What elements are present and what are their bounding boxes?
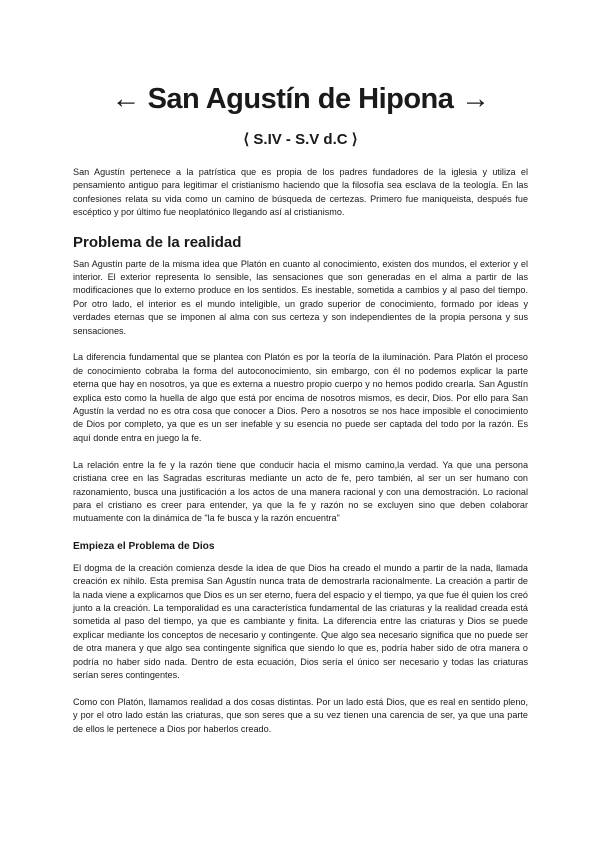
document-subtitle: ⟨ S.IV - S.V d.C ⟩ bbox=[243, 131, 358, 148]
paragraph: La relación entre la fe y la razón tiene que conducir hacia el mismo camino,la verdad. Ya que una persona cristiana cree en las Sagradas escrituras mediante un acto de fe, pero también, al ser un ser humano con razonamiento, busca una justificación a los actos de una manera racional y con una demostración. Lo racional para el cristiano es creer para entender, ya que la fe y razón no se excluyen sino que deben colaborar mutuamente con la dinámica de "la fe busca y la razón encuentra" bbox=[73, 459, 528, 524]
paragraph: Como con Platón, llamamos realidad a dos cosas distintas. Por un lado está Dios, que es real en sentido pleno, y por el otro lado están las criaturas, que son seres que a su vez tienen una carencia de ser, ya que una parte de ellos le pertenece a Dios por haberlos creado. bbox=[73, 696, 528, 734]
paragraph: El dogma de la creación comienza desde la idea de que Dios ha creado el mundo a partir de la nada, llamada creación ex nihilo. Esta premisa San Agustín nunca trata de demostrarla racionalmente. La creación a partir de la nada viene a explicarnos que Dios es un ser eterno, fuera del espacio y el tiempo, ya que fue él quien los creó junto a la creación. La temporalidad es una característica fundamental de las criaturas y la realidad creada está sometida al paso del tiempo, ya que es cambiante y finita. La diferencia entre las criaturas y Dios se puede explicar mediante los conceptos de necesario y contingente. Que algo sea necesario significa que no puede ser de otra manera y que algo sea contingente significa que siendo lo que es, podría haber sido de otra manera o podría no haber sido nada. Dentro de esta ecuación, Dios sería el único ser necesario y todas las criaturas serían seres contingentes. bbox=[73, 562, 528, 680]
section-heading-dios: Empieza el Problema de Dios bbox=[73, 540, 215, 552]
section-heading-realidad: Problema de la realidad bbox=[73, 233, 242, 251]
document-title: ← San Agustín de Hipona → bbox=[111, 83, 490, 115]
intro-paragraph: San Agustín pertenece a la patrística que es propia de los padres fundadores de la iglesia y utiliza el pensamiento antiguo para legitimar el cristianismo haciendo que la filosofía sea esclava de la teología. En las confesiones relata su vida como un camino de búsqueda de certezas. Primero fue maniqueista, después fue escéptico y por último fue neoplatónico llegando así al cristianismo. bbox=[73, 167, 528, 218]
document-page bbox=[73, 78, 528, 736]
paragraph: San Agustín parte de la misma idea que Platón en cuanto al conocimiento, existen dos mundos, el exterior y el interior. El exterior representa lo sensible, las sensaciones que son generadas en el alma a partir de las modificaciones que lo externo produce en los sentidos. Es inestable, sometida a cambios y al paso del tiempo. Por otro lado, el interior es el mundo inteligible, un grado superior de conocimiento, formado por ideas y verdades eternas que se imponen al alma con sus certeza y son independientes de la propia persona y sus sensaciones. bbox=[73, 258, 528, 336]
paragraph: La diferencia fundamental que se plantea con Platón es por la teoría de la iluminación. Para Platón el proceso de conocimiento cobraba la forma del autoconocimiento, sin embargo, con él no podemos explicar la parte eterna que hay en nosotros, ya que es externa a nuestro propio cuerpo y no hemos podido crearla. San Agustín explica esto como la huella de algo que está por encima de nosotros mismos, es decir, Dios. Por ello para San Agustín la verdad no es otra cosa que conocer a Dios. Pero a nosotros se nos hace imposible el conocimiento de Dios por completo, ya que es un ser inefable y su esencia no puede ser captada del todo por la razón. Es aquí donde entra en juego la fe. bbox=[73, 352, 528, 443]
